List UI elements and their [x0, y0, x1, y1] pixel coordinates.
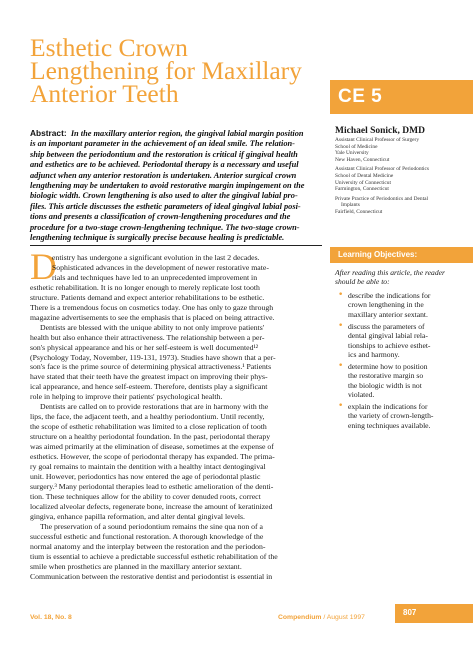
body-line: was aimed primarily at the elimination of disease, sometimes at the expense of	[30, 442, 274, 452]
abstract-line: biologic width. Crown lengthening is also used to alter the gingival labial pro-	[30, 191, 298, 201]
intro-line: After reading this article, the reader	[335, 268, 445, 277]
intro-line: should be able to:	[335, 277, 390, 287]
affiliation-line: Private Practice of Periodontics and Dental	[335, 195, 428, 202]
objective-line: describe the indications for	[348, 291, 431, 300]
body-line: structure on a healthy periodontal foundation. In the past, periodontal therapy	[30, 432, 271, 442]
objective-line: determine how to position	[348, 362, 428, 371]
objective-line: dental gingival labial rela-	[348, 331, 428, 341]
abstract-divider	[30, 245, 322, 246]
abstract-line: procedure for a two-stage crown-lengthening technique. The two-stage crown-	[30, 222, 300, 232]
body-line: role in helping to improve their patients' psychological health.	[30, 392, 223, 402]
affiliation-line: Assistant Clinical Professor of Periodontics	[335, 166, 430, 173]
learning-objectives-intro	[335, 268, 465, 287]
body-line: surgery.³ Many periodontal therapies lead to esthetic amelioration of the denti-	[30, 481, 274, 491]
body-line: Sophisticated advances in the development of newer restorative mate-	[52, 262, 269, 272]
body-line: There is a tremendous focus on cosmetics today. One has only to gaze through	[30, 302, 274, 312]
affiliation	[335, 137, 465, 163]
ce-badge	[330, 80, 473, 114]
affiliation-line: School of Dental Medicine	[335, 172, 394, 179]
body-line: magazine advertisements to see the emphasis that is placed on being attractive.	[30, 312, 275, 322]
footer-magazine: Compendium	[278, 614, 322, 621]
affiliation-line: Implants	[341, 202, 360, 209]
footer-date: / August 1997	[321, 614, 365, 621]
body-line: (Psychology Today, November, 119-131, 1973). Studies have shown that a per-	[30, 352, 276, 362]
body-line: ry goal remains to maintain the dentition with a healthy intact dentogingival	[30, 462, 266, 472]
body-line: structure. Patients demand and expect anterior rehabilitations to be esthetic.	[30, 292, 265, 302]
learning-objectives-header	[330, 247, 473, 263]
body-line: the scope of esthetic rehabilitation was limited to a close replication of tooth	[30, 422, 267, 432]
objective-line: the biologic width is not	[348, 380, 422, 390]
objective-line: explain the indications for	[348, 402, 428, 411]
body-line: esthetics. However, the scope of periodontal therapy has expanded. The prima-	[30, 452, 275, 462]
abstract-line: and esthetics are to be achieved. Periodontal therapy is a necessary and useful	[30, 160, 299, 170]
body-line: rials and techniques have led to an unprecedented improvement in	[52, 272, 258, 282]
objective-line: ics and harmony.	[348, 349, 400, 359]
affiliation-line: Assistant Clinical Professor of Surgery	[335, 137, 420, 143]
body-line: ical appearance, and hence self-esteem. Therefore, dentists play a significant	[30, 382, 268, 392]
objective-line: violated.	[348, 389, 375, 399]
abstract-line: adjunct when any anterior restoration is undertaken. Anterior surgical crown	[30, 170, 297, 180]
affiliation-line: New Haven, Connecticut	[335, 156, 390, 163]
abstract-line: tions and presents a classification of crown-lengthening procedures and the	[30, 212, 291, 222]
drop-cap: D	[30, 247, 57, 288]
learning-objectives-heading: Learning Objectives:	[338, 250, 418, 259]
abstract-line: files. This article discusses the esthetic parameters of ideal gingival labial posi-	[30, 201, 301, 211]
abstract-line: ship between the periodontium and the restoration is critical if gingival health	[30, 149, 298, 159]
body-line: Dentists are called on to provide restorations that are in harmony with the	[40, 402, 269, 412]
affiliation-line: School of Medicine	[335, 143, 378, 150]
bullet-icon: •	[338, 290, 344, 300]
body-line: Dentists are blessed with the unique ability to not only improve patients'	[40, 322, 265, 332]
title-line: Anterior Teeth	[30, 79, 179, 108]
objective-line: maxillary anterior sextant.	[348, 309, 428, 319]
author-name: Michael Sonick, DMD	[335, 126, 425, 136]
body-line: gingiva, enhance papilla reformation, and alter dental gingival levels.	[30, 511, 245, 521]
body-line: localized alveolar defects, regenerate bone, increase the amount of keratinized	[30, 501, 273, 511]
objective-line: ening techniques available.	[348, 420, 431, 430]
affiliation-line: Fairfield, Connecticut	[335, 208, 383, 215]
bullet-icon: •	[338, 321, 344, 331]
abstract-label: Abstract:	[30, 128, 67, 138]
title-line: Lengthening for Maxillary	[30, 56, 302, 85]
affiliation	[335, 166, 465, 192]
affiliation-line: University of Connecticut	[335, 179, 391, 186]
body-line: unit. However, periodontics has now entered the age of periodontal plastic	[30, 471, 261, 481]
objective-line: tionships to achieve esthet-	[348, 340, 431, 350]
page-number-box	[395, 604, 473, 623]
abstract	[30, 128, 320, 243]
body-line: tion. These techniques allow for the ability to cover denuded roots, correct	[30, 491, 261, 501]
affiliation	[335, 196, 465, 216]
affiliation-line: Farmington, Connecticut	[335, 186, 389, 193]
article-title	[30, 33, 330, 108]
body-line: son's physical appearance and his or her self-esteem is well documented¹²	[30, 342, 259, 352]
abstract-line: is an important parameter in the achievement of an ideal smile. The relation-	[30, 139, 295, 149]
affiliation-line: Yale University	[335, 150, 369, 157]
body-line: tium is essential to achieve a predictable successful esthetic rehabilitation of the	[30, 551, 278, 561]
abstract-line: lengthening technique is surgically precise because healing is predictable.	[30, 233, 285, 243]
body-line: esthetic rehabilitation. It is no longer enough to merely replicate lost tooth	[30, 282, 260, 292]
body-line: smile when prosthetics are planned in the maxillary anterior sextant.	[30, 561, 242, 571]
body-line: son's face is the prime source of determining physical attractiveness.¹ Patients	[30, 362, 272, 372]
body-line: The preservation of a sound periodontium remains the sine qua non of a	[40, 521, 263, 531]
bullet-icon: •	[338, 361, 344, 371]
body-line: health but also enhance their attractiveness. The relationship between a per-	[30, 332, 265, 342]
abstract-line: In the maxillary anterior region, the gingival labial margin position	[70, 129, 304, 138]
objective-line: the restorative margin so	[348, 371, 424, 381]
body-line: successful esthetic and functional restoration. A thorough knowledge of the	[30, 531, 264, 541]
body-line: lips, the face, the adjacent teeth, and a healthy periodontium. Until recently,	[30, 412, 265, 422]
author-block	[335, 126, 465, 216]
footer-publication	[278, 614, 365, 621]
body-line: Communication between the restorative dentist and periodontist is essential in	[30, 571, 273, 581]
page-footer	[30, 608, 473, 626]
objective-line: crown lengthening in the	[348, 300, 424, 310]
abstract-line: lengthening may be undertaken to avoid restorative margin impingement on the	[30, 181, 305, 191]
bullet-icon: •	[338, 401, 344, 411]
ce-label: CE 5	[338, 86, 383, 107]
title-line: Esthetic Crown	[30, 33, 188, 62]
footer-volume: Vol. 18, No. 8	[30, 614, 72, 621]
body-line: entistry has undergone a significant evolution in the last 2 decades.	[52, 253, 260, 262]
body-line: normal anatomy and the interplay between the restoration and the periodon-	[30, 541, 266, 551]
body-text	[30, 247, 322, 581]
objective-line: the variety of crown-length-	[348, 411, 434, 421]
page-number: 807	[403, 608, 417, 617]
objective-line: discuss the parameters of	[348, 322, 425, 331]
body-line: have stated that their teeth have the greatest impact on improving their phys-	[30, 372, 268, 382]
